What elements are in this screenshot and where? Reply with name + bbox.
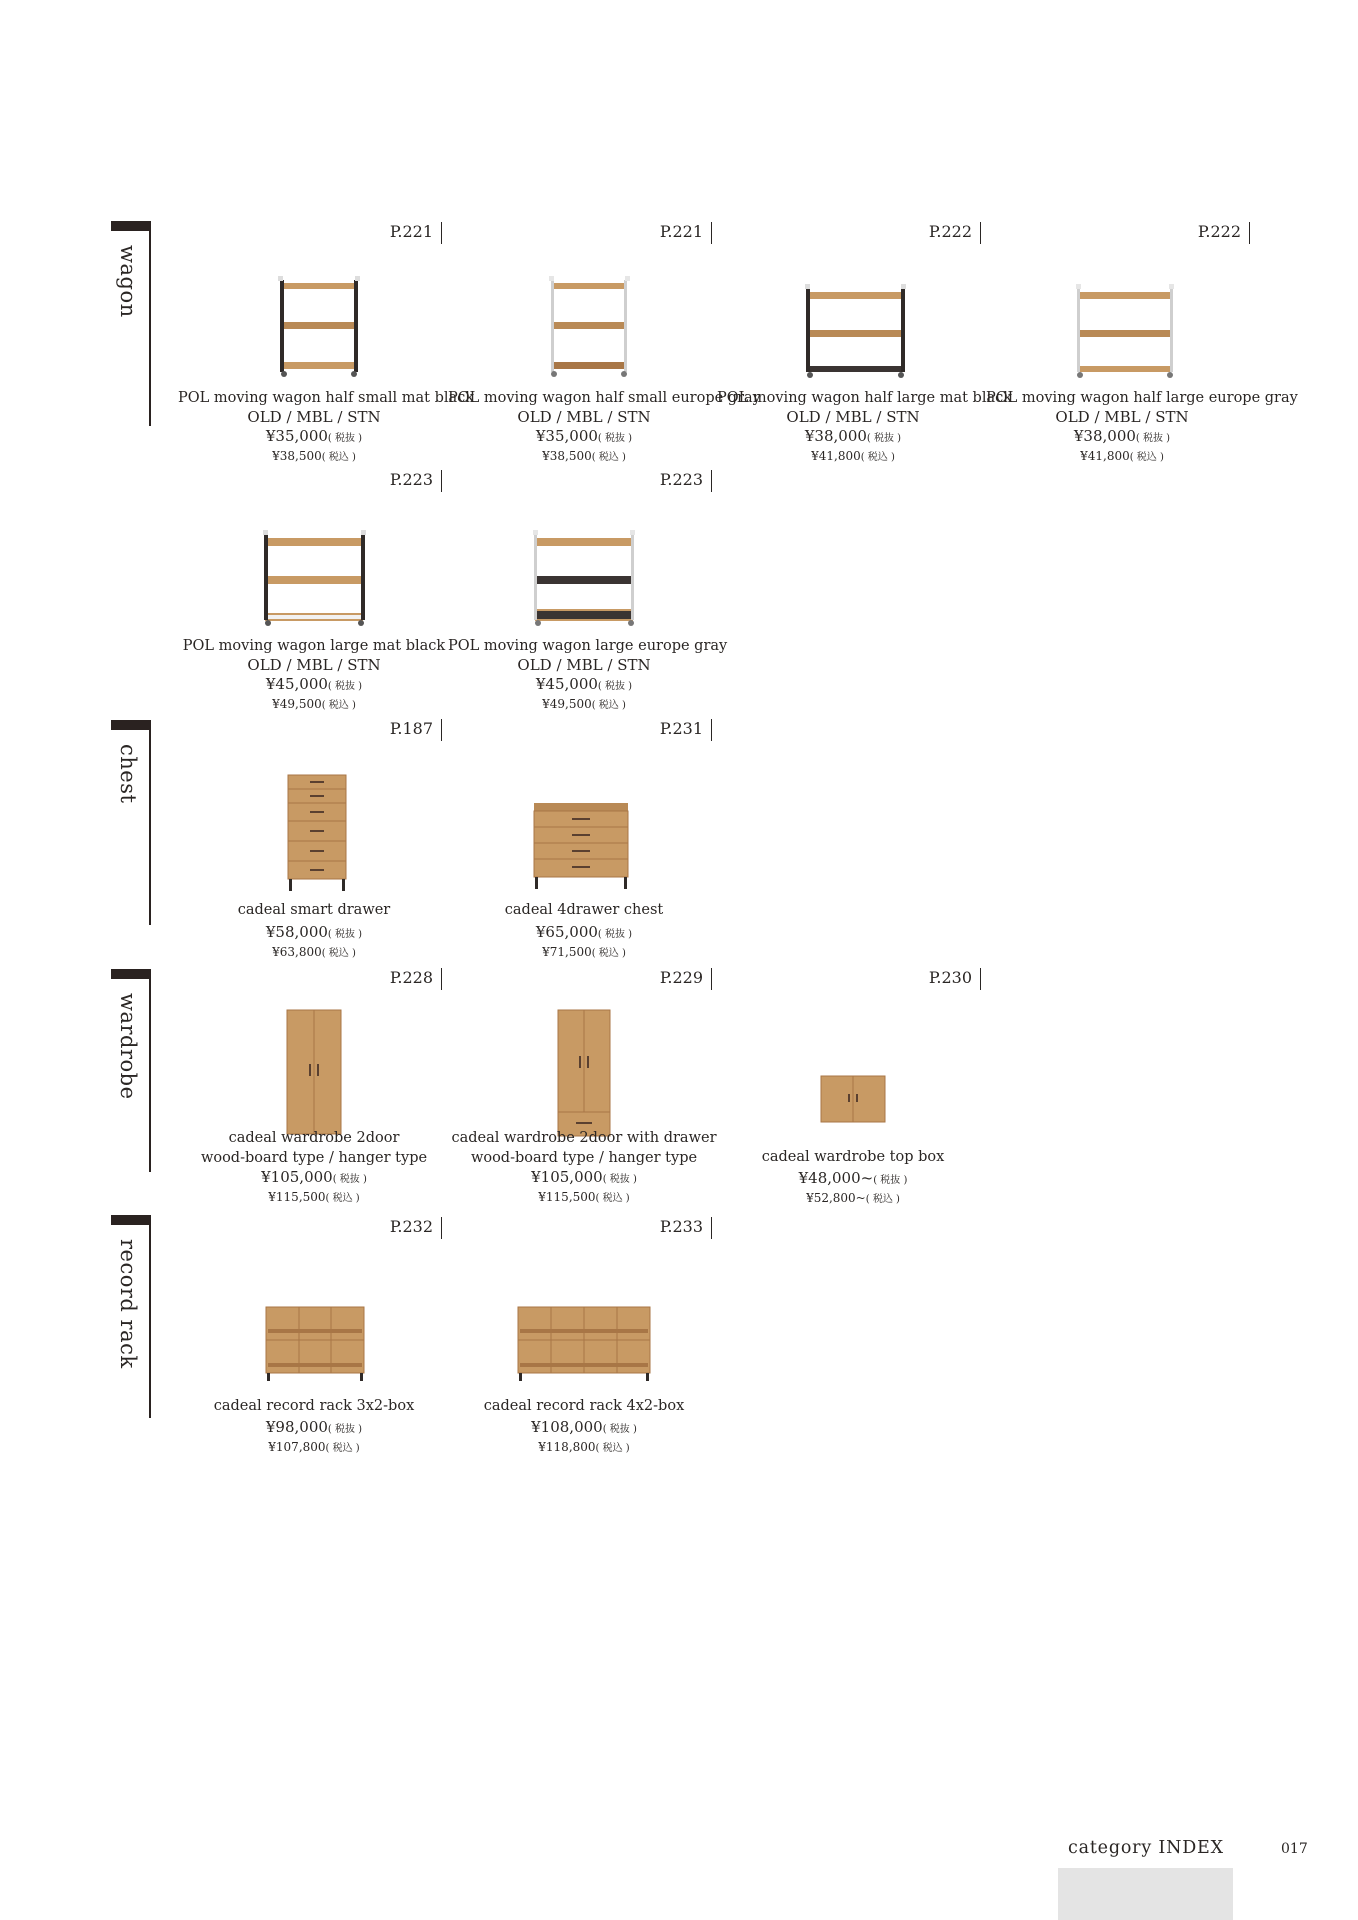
product-name: POL moving wagon large europe gray xyxy=(448,638,728,654)
price-value: ¥38,000 xyxy=(804,427,867,445)
tax-label: ( 税込 ) xyxy=(591,700,626,711)
section-tab-bar xyxy=(111,221,151,231)
price-value: ¥38,500 xyxy=(272,449,322,463)
product-name: POL moving wagon half large mat black xyxy=(717,390,1013,406)
tax-label: ( 税込 ) xyxy=(860,452,895,463)
price-including-tax xyxy=(448,448,720,466)
price-value: ¥107,800 xyxy=(268,1440,326,1454)
price-value: ¥52,800~ xyxy=(806,1191,866,1205)
product-image-4drawer-chest xyxy=(448,745,720,895)
price-value: ¥49,500 xyxy=(542,697,592,711)
product-image-wagon-half-small-gray xyxy=(448,248,720,378)
tax-label: ( 税抜 ) xyxy=(873,1175,908,1186)
tax-label: ( 税込 ) xyxy=(591,452,626,463)
tax-label: ( 税抜 ) xyxy=(1135,433,1171,444)
product-image-smart-drawer xyxy=(178,745,450,895)
page-reference[interactable]: P.233 xyxy=(660,1217,712,1239)
page-reference[interactable]: P.223 xyxy=(660,470,712,492)
price-value: ¥115,500 xyxy=(268,1190,326,1204)
section-tab-bar xyxy=(111,720,151,730)
product-variants: OLD / MBL / STN xyxy=(786,408,920,426)
product-name: cadeal wardrobe 2door xyxy=(228,1130,400,1146)
price-value: ¥41,800 xyxy=(1080,449,1130,463)
price-value: ¥35,000 xyxy=(265,427,328,445)
product-name-subline: wood-board type / hanger type xyxy=(200,1150,428,1166)
price-value: ¥115,500 xyxy=(538,1190,596,1204)
product-image-wagon-half-large-black xyxy=(717,248,989,378)
product-image-wagon-large-black xyxy=(178,496,450,626)
price-including-tax xyxy=(178,696,450,714)
product-name: cadeal record rack 4x2-box xyxy=(483,1398,685,1414)
page-reference[interactable]: P.221 xyxy=(390,222,442,244)
product-name-subline: wood-board type / hanger type xyxy=(470,1150,698,1166)
tax-label: ( 税込 ) xyxy=(595,1443,630,1454)
page-reference[interactable]: P.222 xyxy=(1198,222,1250,244)
product-image-wardrobe-2door xyxy=(178,994,450,1144)
price-value: ¥48,000~ xyxy=(798,1169,874,1187)
price-excluding-tax xyxy=(178,1418,450,1439)
footer-gray-block xyxy=(1058,1868,1233,1920)
section-label-wardrobe: wardrobe xyxy=(116,993,140,1100)
section-tab-line xyxy=(149,1215,151,1418)
price-value: ¥35,000 xyxy=(535,427,598,445)
page-reference[interactable]: P.229 xyxy=(660,968,712,990)
product-name: POL moving wagon half large europe gray xyxy=(986,390,1298,406)
product-name: POL moving wagon half small mat black xyxy=(178,390,475,406)
tax-label: ( 税抜 ) xyxy=(327,681,363,692)
section-tab-bar xyxy=(111,1215,151,1225)
price-excluding-tax xyxy=(178,1168,450,1189)
price-value: ¥38,000 xyxy=(1073,427,1136,445)
price-value: ¥98,000 xyxy=(265,1418,328,1436)
price-including-tax xyxy=(178,944,450,962)
tax-label: ( 税抜 ) xyxy=(597,929,633,940)
tax-label: ( 税抜 ) xyxy=(602,1174,637,1185)
tax-label: ( 税抜 ) xyxy=(327,433,363,444)
section-tab-line xyxy=(149,720,151,925)
price-value: ¥63,800 xyxy=(272,945,322,959)
tax-label: ( 税込 ) xyxy=(595,1193,630,1204)
price-including-tax xyxy=(717,1190,989,1208)
price-excluding-tax xyxy=(717,1169,989,1190)
tax-label: ( 税抜 ) xyxy=(602,1424,637,1435)
tax-label: ( 税込 ) xyxy=(321,948,356,959)
section-label-wagon: wagon xyxy=(116,245,140,318)
product-variants: OLD / MBL / STN xyxy=(1055,408,1189,426)
product-image-wagon-large-gray xyxy=(448,496,720,626)
page-reference[interactable]: P.221 xyxy=(660,222,712,244)
product-name: cadeal wardrobe top box xyxy=(761,1149,945,1165)
product-image-record-rack-4x2 xyxy=(448,1243,720,1393)
product-name: POL moving wagon half small europe gray xyxy=(448,390,761,406)
tax-label: ( 税込 ) xyxy=(321,700,356,711)
product-name: cadeal record rack 3x2-box xyxy=(213,1398,415,1414)
tax-label: ( 税抜 ) xyxy=(597,433,633,444)
section-tab-chest xyxy=(111,720,151,925)
product-name: POL moving wagon large mat black xyxy=(182,638,446,654)
page-reference[interactable]: P.228 xyxy=(390,968,442,990)
page-reference[interactable]: P.231 xyxy=(660,719,712,741)
tax-label: ( 税込 ) xyxy=(865,1194,900,1205)
tax-label: ( 税抜 ) xyxy=(597,681,633,692)
section-label-chest: chest xyxy=(116,744,140,804)
page-number: 017 xyxy=(1281,1841,1308,1857)
tax-label: ( 税抜 ) xyxy=(866,433,902,444)
page-reference[interactable]: P.232 xyxy=(390,1217,442,1239)
price-value: ¥108,000 xyxy=(531,1418,603,1436)
price-value: ¥38,500 xyxy=(542,449,592,463)
price-including-tax xyxy=(986,448,1258,466)
price-excluding-tax xyxy=(448,1418,720,1439)
page-reference[interactable]: P.223 xyxy=(390,470,442,492)
price-value: ¥45,000 xyxy=(265,675,328,693)
price-excluding-tax xyxy=(178,427,450,448)
price-excluding-tax xyxy=(448,675,720,696)
price-value: ¥105,000 xyxy=(531,1168,603,1186)
product-variants: OLD / MBL / STN xyxy=(247,408,381,426)
price-including-tax xyxy=(178,1439,450,1457)
tax-label: ( 税込 ) xyxy=(325,1443,360,1454)
price-excluding-tax xyxy=(717,427,989,448)
tax-label: ( 税抜 ) xyxy=(327,929,363,940)
section-label-record-rack: record rack xyxy=(116,1239,140,1369)
footer-title: category INDEX xyxy=(1068,1838,1224,1858)
product-name: cadeal wardrobe 2door with drawer xyxy=(451,1130,717,1146)
price-including-tax xyxy=(178,448,450,466)
page-reference[interactable]: P.230 xyxy=(929,968,981,990)
section-tab-wagon xyxy=(111,221,151,426)
product-image-wardrobe-2door-drawer xyxy=(448,994,720,1144)
price-including-tax xyxy=(448,696,720,714)
price-including-tax xyxy=(178,1189,450,1207)
price-value: ¥45,000 xyxy=(535,675,598,693)
product-image-wagon-half-small-black xyxy=(178,248,450,378)
price-excluding-tax xyxy=(178,923,450,944)
product-image-record-rack-3x2 xyxy=(178,1243,450,1393)
tax-label: ( 税抜 ) xyxy=(332,1174,367,1185)
tax-label: ( 税込 ) xyxy=(591,948,626,959)
price-value: ¥49,500 xyxy=(272,697,322,711)
price-excluding-tax xyxy=(448,923,720,944)
price-including-tax xyxy=(448,1189,720,1207)
price-excluding-tax xyxy=(986,427,1258,448)
product-name: cadeal smart drawer xyxy=(237,902,391,918)
product-variants: OLD / MBL / STN xyxy=(517,656,651,674)
tax-label: ( 税抜 ) xyxy=(327,1424,363,1435)
price-excluding-tax xyxy=(448,1168,720,1189)
product-variants: OLD / MBL / STN xyxy=(517,408,651,426)
page-reference[interactable]: P.222 xyxy=(929,222,981,244)
section-tab-record-rack xyxy=(111,1215,151,1418)
tax-label: ( 税込 ) xyxy=(1129,452,1164,463)
price-including-tax xyxy=(448,944,720,962)
price-including-tax xyxy=(717,448,989,466)
section-tab-line xyxy=(149,969,151,1172)
price-value: ¥118,800 xyxy=(538,1440,596,1454)
tax-label: ( 税込 ) xyxy=(321,452,356,463)
product-image-wagon-half-large-gray xyxy=(986,248,1258,378)
tax-label: ( 税込 ) xyxy=(325,1193,360,1204)
price-value: ¥105,000 xyxy=(261,1168,333,1186)
section-tab-wardrobe xyxy=(111,969,151,1172)
section-tab-line xyxy=(149,221,151,426)
product-image-wardrobe-top-box xyxy=(717,994,989,1144)
price-value: ¥65,000 xyxy=(535,923,598,941)
product-name: cadeal 4drawer chest xyxy=(504,902,664,918)
section-tab-bar xyxy=(111,969,151,979)
page-reference[interactable]: P.187 xyxy=(390,719,442,741)
product-variants: OLD / MBL / STN xyxy=(247,656,381,674)
price-value: ¥71,500 xyxy=(542,945,592,959)
price-value: ¥41,800 xyxy=(811,449,861,463)
price-excluding-tax xyxy=(178,675,450,696)
price-excluding-tax xyxy=(448,427,720,448)
price-value: ¥58,000 xyxy=(265,923,328,941)
price-including-tax xyxy=(448,1439,720,1457)
